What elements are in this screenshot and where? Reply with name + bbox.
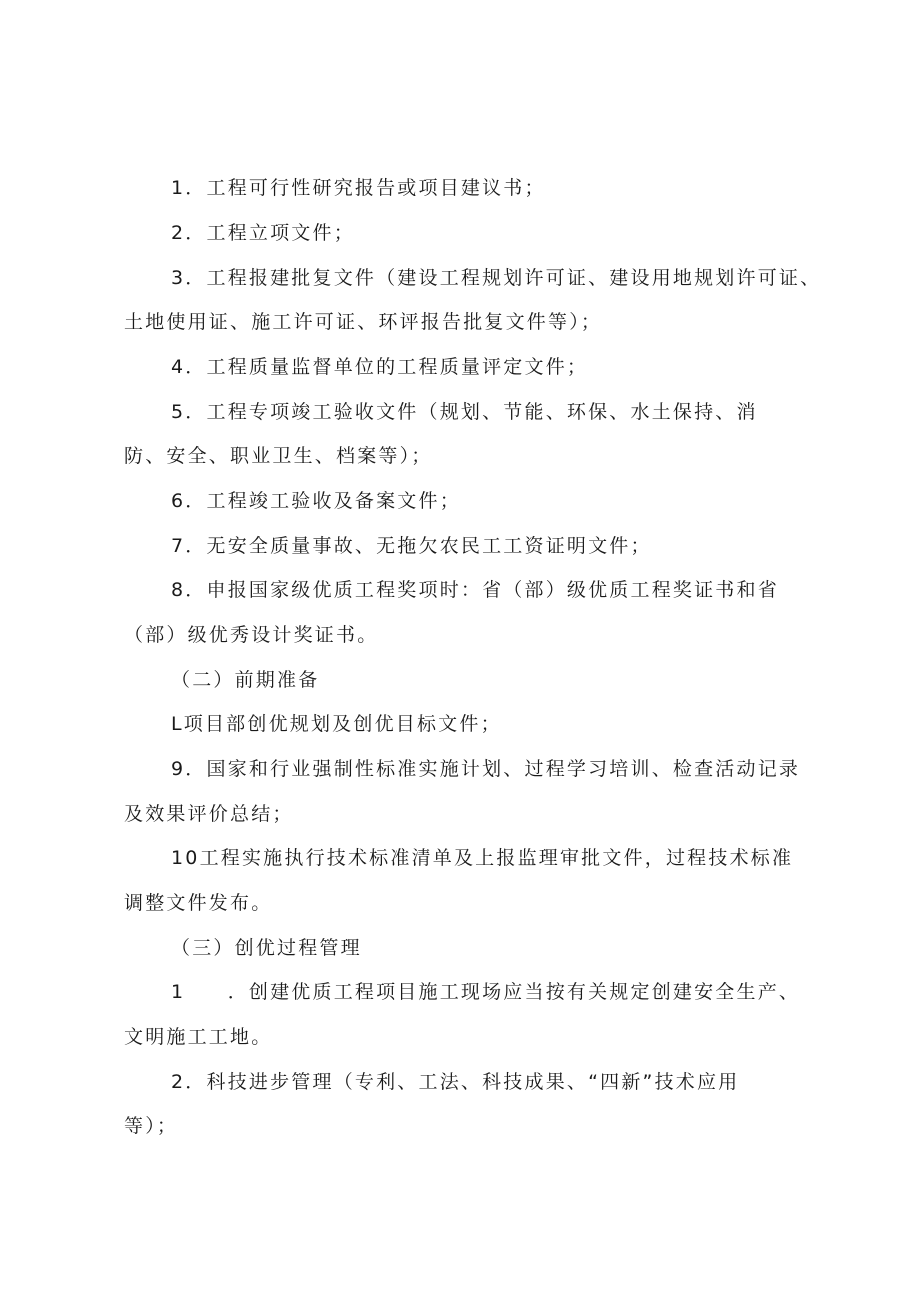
- list-item: 9．国家和行业强制性标准实施计划、过程学习培训、检查活动记录: [171, 758, 801, 780]
- section-heading: （三）创优过程管理: [171, 937, 362, 959]
- list-item: 2．科技进步管理（专利、工法、科技成果、“四新”技术应用: [171, 1071, 740, 1093]
- list-item-continuation: 及效果评价总结；: [124, 803, 294, 825]
- list-item-continuation: 等）；: [124, 1115, 179, 1137]
- list-item: 7．无安全质量事故、无拖欠农民工工资证明文件；: [171, 535, 652, 557]
- list-item: 2．工程立项文件；: [171, 222, 355, 244]
- list-item: 10工程实施执行技术标准清单及上报监理审批文件，过程技术标准: [171, 847, 794, 869]
- list-item: 5．工程专项竣工验收文件（规划、节能、环保、水土保持、消: [171, 401, 758, 423]
- list-item-continuation: 文明施工工地。: [124, 1026, 273, 1048]
- section-heading: （二）前期准备: [171, 669, 320, 691]
- list-item: L项目部创优规划及创优目标文件；: [171, 713, 502, 735]
- list-item-continuation: 防、安全、职业卫生、档案等）；: [124, 445, 433, 467]
- list-item: 4．工程质量监督单位的工程质量评定文件；: [171, 356, 589, 378]
- list-item-continuation: （部）级优秀设计奖证书。: [124, 624, 379, 646]
- list-item: 8．申报国家级优质工程奖项时：省（部）级优质工程奖证书和省: [171, 579, 779, 601]
- list-item-continuation: 调整文件发布。: [124, 892, 273, 914]
- list-item-continuation: 土地使用证、施工许可证、环评报告批复文件等）；: [124, 311, 603, 333]
- list-item: 3．工程报建批复文件（建设工程规划许可证、建设用地规划许可证、: [171, 267, 822, 289]
- list-item: 6．工程竣工验收及备案文件；: [171, 490, 461, 512]
- list-item: 1 ．创建优质工程项目施工现场应当按有关规定创建安全生产、: [171, 981, 801, 1003]
- list-item: 1．工程可行性研究报告或项目建议书；: [171, 177, 546, 199]
